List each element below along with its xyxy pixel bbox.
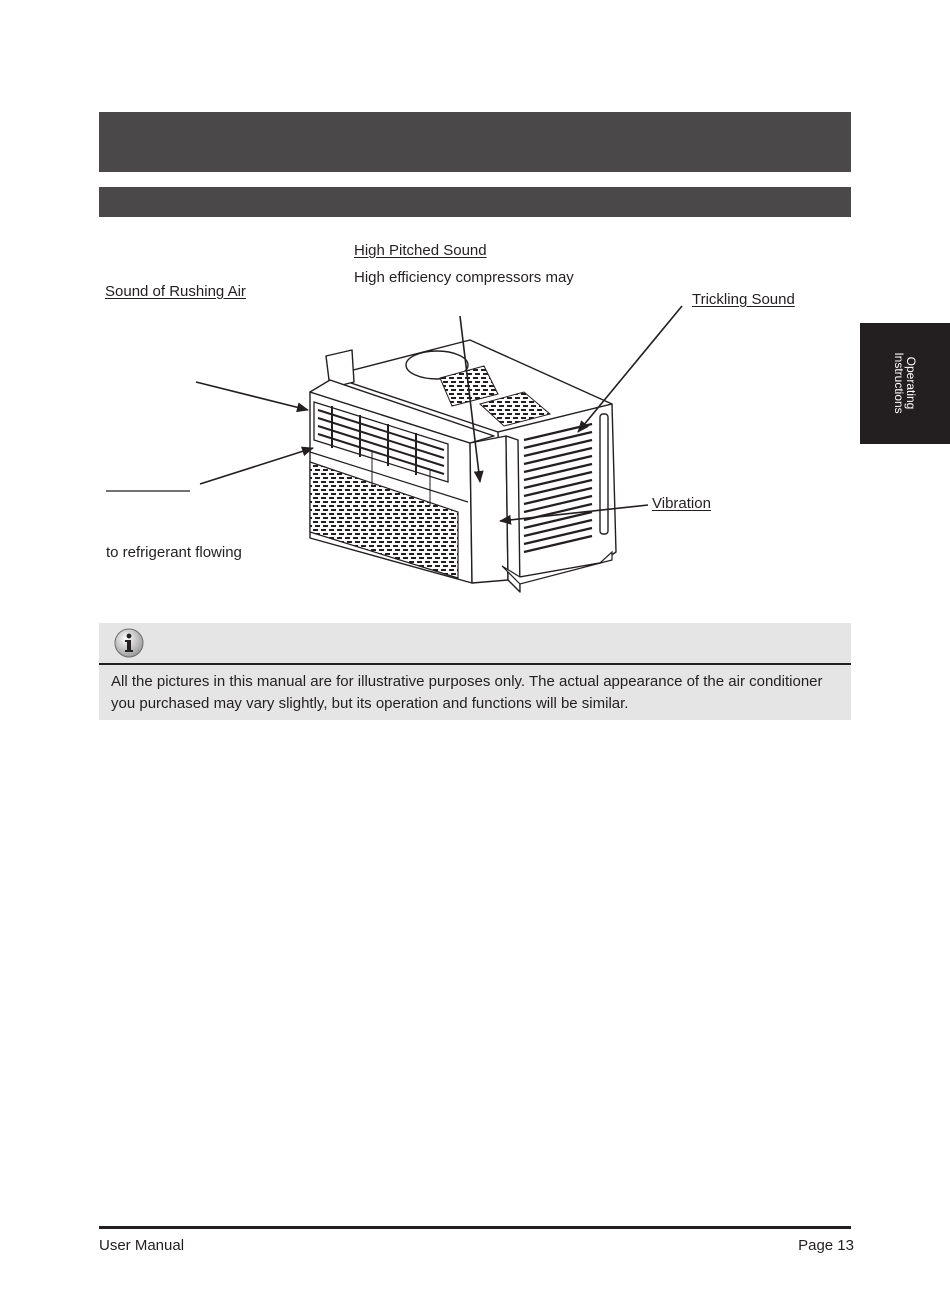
rushing-air-arrow	[196, 382, 308, 410]
rushing-air-heading: Sound of Rushing Air	[105, 283, 246, 300]
side-curtain	[470, 436, 508, 583]
refrigerant-text: to refrigerant flowing	[106, 544, 242, 561]
footer-title: User Manual	[99, 1237, 185, 1254]
trickling-sound-heading: Trickling Sound	[692, 291, 795, 308]
high-pitched-sound-heading: High Pitched Sound	[354, 242, 487, 259]
vibration-heading: Vibration	[652, 495, 711, 512]
note-text: All the pictures in this manual are for illustrative purposes only. The actual appearance of the air conditioner you purchased may vary slightly, but its operation and functions will be similar.	[111, 673, 823, 712]
note-box	[99, 623, 851, 720]
page-number: Page 13	[798, 1237, 854, 1254]
side-tab-label: Operating Instructions	[892, 352, 918, 414]
info-icon	[113, 627, 145, 659]
footer-rule	[99, 1226, 851, 1229]
refrigerant-arrow	[200, 448, 313, 484]
trickling-arrow	[578, 306, 682, 432]
side-frame-slot	[600, 414, 608, 534]
high-pitched-sound-text: High efficiency compressors may	[354, 269, 574, 286]
side-curtain-edge	[506, 436, 520, 592]
note-divider	[99, 663, 851, 665]
